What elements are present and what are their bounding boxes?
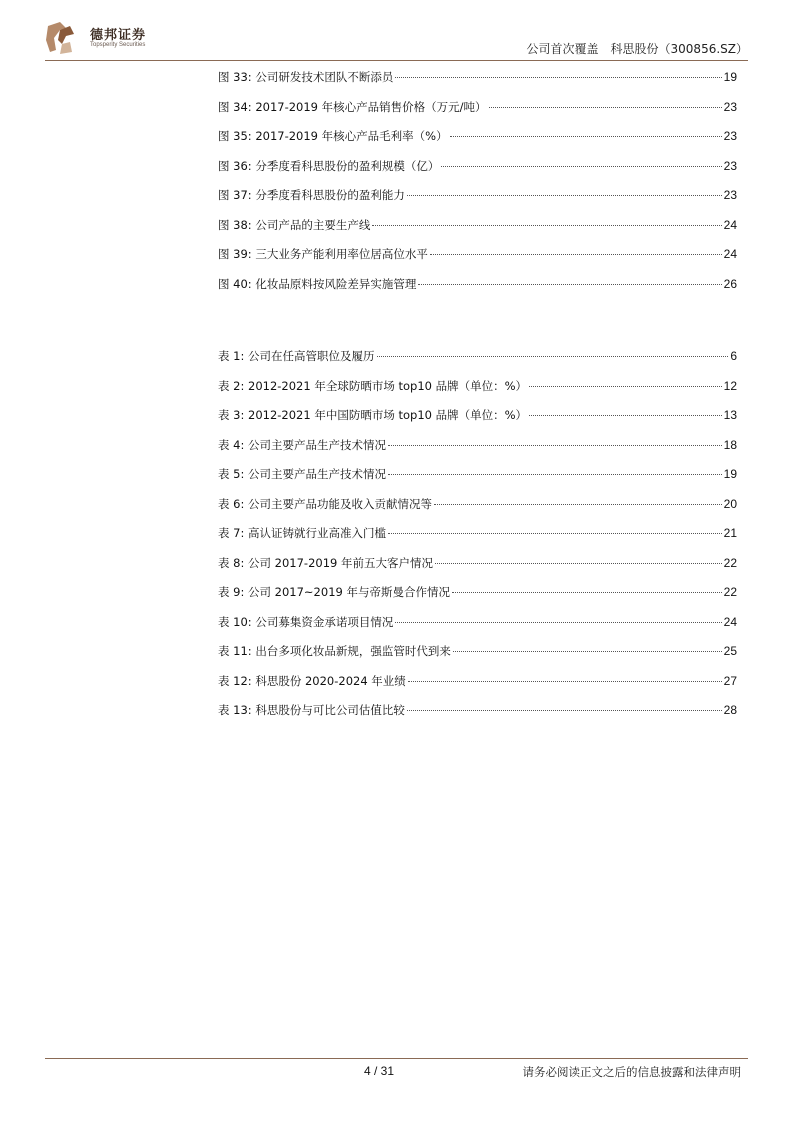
leader-dots <box>377 356 729 357</box>
leader-dots <box>372 225 721 226</box>
leader-dots <box>450 136 722 137</box>
toc-page-number: 12 <box>723 378 737 393</box>
leader-dots <box>430 254 722 255</box>
toc-page-number: 23 <box>723 158 737 173</box>
leader-dots <box>407 710 722 711</box>
toc-row-figure-38[interactable] <box>218 217 737 247</box>
toc-label: 表 2: 2012-2021 年全球防晒市场 top10 品牌（单位：%） <box>218 378 528 393</box>
toc-row-figure-33[interactable] <box>218 69 737 99</box>
toc-row-table-13[interactable] <box>218 702 737 732</box>
toc-page-number: 22 <box>723 555 737 570</box>
toc-label: 表 13: 科思股份与可比公司估值比较 <box>218 703 405 717</box>
toc-page-number: 24 <box>723 614 737 629</box>
logo-chinese-text: 德邦证券 <box>90 28 147 43</box>
toc-row-table-4[interactable] <box>218 437 737 467</box>
leader-dots <box>434 504 722 505</box>
figure-list <box>218 69 737 305</box>
toc-row-table-12[interactable] <box>218 673 737 703</box>
toc-page-number: 13 <box>723 408 737 422</box>
toc-page-number: 26 <box>723 276 737 291</box>
toc-page-number: 18 <box>723 437 737 452</box>
leader-dots <box>388 474 722 475</box>
toc-label: 表 1: 公司在任高管职位及履历 <box>218 349 375 363</box>
leader-dots <box>418 284 721 285</box>
leader-dots <box>407 195 722 196</box>
toc-label: 表 3: 2012-2021 年中国防晒市场 top10 品牌（单位：%） <box>218 408 528 422</box>
leader-dots <box>489 107 722 108</box>
report-header-title: 公司首次覆盖 科思股份（300856.SZ） <box>526 42 748 56</box>
toc-label: 表 10: 公司募集资金承诺项目情况 <box>218 614 394 629</box>
leader-dots <box>388 533 722 534</box>
toc-label: 图 35: 2017-2019 年核心产品毛利率（%） <box>218 129 448 143</box>
toc-row-figure-34[interactable] <box>218 99 737 129</box>
toc-row-figure-40[interactable] <box>218 276 737 306</box>
footer-divider <box>45 1058 748 1059</box>
toc-page-number: 19 <box>723 70 737 84</box>
footer-page-number: 4 / 31 <box>364 1064 395 1078</box>
toc-label: 图 36: 分季度看科思股份的盈利规模（亿） <box>218 158 440 173</box>
toc-page-number: 19 <box>723 467 737 481</box>
toc-row-table-2[interactable] <box>218 378 737 408</box>
toc-label: 表 7: 高认证铸就行业高准入门槛 <box>218 526 387 540</box>
toc-row-table-8[interactable] <box>218 555 737 585</box>
toc-label: 表 12: 科思股份 2020-2024 年业绩 <box>218 673 406 688</box>
toc-row-table-11[interactable] <box>218 643 737 673</box>
leader-dots <box>435 563 722 564</box>
table-list <box>218 348 737 732</box>
toc-row-table-5[interactable] <box>218 466 737 496</box>
topsperity-logo-icon <box>40 18 80 58</box>
toc-page-number: 23 <box>723 188 737 202</box>
toc-row-figure-37[interactable] <box>218 187 737 217</box>
toc-page-number: 23 <box>723 99 737 114</box>
toc-page-number: 24 <box>723 217 737 232</box>
header-divider <box>45 60 748 61</box>
toc-label: 图 34: 2017-2019 年核心产品销售价格（万元/吨） <box>218 99 487 114</box>
toc-row-figure-36[interactable] <box>218 158 737 188</box>
toc-label: 图 33: 公司研发技术团队不断添员 <box>218 70 394 84</box>
logo-english-text: Topsperity Securities <box>90 42 146 48</box>
toc-row-table-3[interactable] <box>218 407 737 437</box>
toc-page-number: 6 <box>730 349 737 363</box>
toc-label: 表 6: 公司主要产品功能及收入贡献情况等 <box>218 496 433 511</box>
toc-label: 图 38: 公司产品的主要生产线 <box>218 217 371 232</box>
toc-label: 表 11: 出台多项化妆品新规，强监管时代到来 <box>218 644 451 658</box>
leader-dots <box>452 592 722 593</box>
toc-row-table-9[interactable] <box>218 584 737 614</box>
toc-label: 图 37: 分季度看科思股份的盈利能力 <box>218 188 405 202</box>
footer-disclaimer: 请务必阅读正文之后的信息披露和法律声明 <box>522 1065 741 1079</box>
leader-dots <box>529 386 722 387</box>
toc-page-number: 24 <box>723 247 737 261</box>
toc-row-figure-39[interactable] <box>218 246 737 276</box>
toc-page-number: 25 <box>723 644 737 658</box>
toc-label: 表 8: 公司 2017-2019 年前五大客户情况 <box>218 555 433 570</box>
toc-label: 图 40: 化妆品原料按风险差异实施管理 <box>218 276 417 291</box>
toc-row-table-1[interactable] <box>218 348 737 378</box>
toc-row-table-10[interactable] <box>218 614 737 644</box>
toc-page-number: 22 <box>723 585 737 599</box>
toc-label: 图 39: 三大业务产能利用率位居高位水平 <box>218 247 428 261</box>
toc-page-number: 21 <box>723 526 737 540</box>
toc-row-table-7[interactable] <box>218 525 737 555</box>
leader-dots <box>453 651 722 652</box>
toc-label: 表 5: 公司主要产品生产技术情况 <box>218 467 387 481</box>
leader-dots <box>395 622 721 623</box>
leader-dots <box>388 445 722 446</box>
leader-dots <box>529 415 722 416</box>
toc-page-number: 23 <box>723 129 737 143</box>
leader-dots <box>441 166 721 167</box>
leader-dots <box>395 77 721 78</box>
leader-dots <box>408 681 722 682</box>
toc-page-number: 20 <box>723 496 737 511</box>
logo <box>40 18 150 58</box>
toc-label: 表 4: 公司主要产品生产技术情况 <box>218 437 387 452</box>
toc-row-figure-35[interactable] <box>218 128 737 158</box>
toc-page-number: 27 <box>723 673 737 688</box>
toc-row-table-6[interactable] <box>218 496 737 526</box>
toc-page-number: 28 <box>723 703 737 717</box>
toc-label: 表 9: 公司 2017~2019 年与帝斯曼合作情况 <box>218 585 450 599</box>
